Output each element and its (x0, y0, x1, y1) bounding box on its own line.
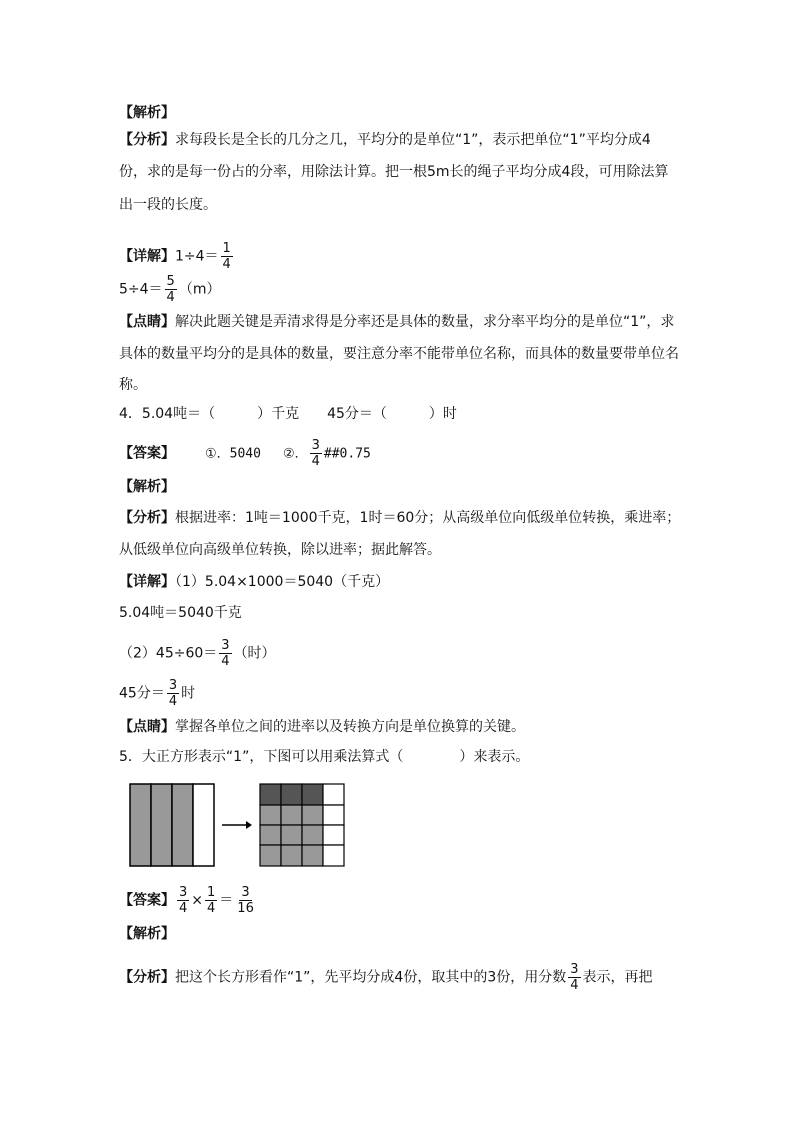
question-5: 5．大正方形表示“1”，下图可以用乘法算式（ ）来表示。 (119, 749, 530, 765)
section-tag: 【详解】 (119, 574, 175, 590)
text: 掌握各单位之间的进率以及转换方向是单位换算的关键。 (175, 719, 525, 735)
fraction (568, 962, 580, 993)
cell-r4c4 (323, 845, 344, 866)
analysis-line-3: 出一段的长度。 (119, 197, 217, 213)
denominator: 16 (237, 901, 254, 916)
denominator: 4 (168, 694, 178, 709)
section-tag: 【点睛】 (119, 719, 175, 735)
fraction-1 (177, 885, 189, 916)
section-tag: 【详解】 (119, 248, 175, 265)
cell-r3c3 (302, 825, 323, 845)
numerator: 3 (241, 885, 250, 900)
cell-r2c1 (260, 805, 281, 825)
expression: 1÷4＝ (175, 248, 219, 265)
denominator: 4 (222, 257, 231, 272)
denominator: 4 (221, 654, 230, 669)
answer-1: ①．5040 (205, 446, 261, 462)
unit: （时） (233, 645, 276, 662)
numerator: 3 (570, 962, 579, 977)
analysis-line-4 (119, 508, 680, 528)
cell-r2c2 (281, 805, 302, 825)
denominator: 4 (311, 454, 320, 469)
fraction (221, 241, 233, 272)
section-tag: 【分析】 (119, 132, 175, 148)
section-tag: 【答案】 (119, 445, 175, 462)
cell-r1c4 (323, 784, 344, 805)
cell-r2c3 (302, 805, 323, 825)
column-blank-4 (193, 784, 214, 866)
question-5-figure (128, 782, 346, 868)
text: 解决此题关键是弄清求得是分率还是具体的数量，求分率平均分的是单位“1”，求 (175, 314, 675, 330)
cell-r1c2 (281, 784, 302, 805)
text: 根据进率：1吨＝1000千克，1时＝60分；从高级单位向低级单位转换，乘进率； (175, 510, 681, 526)
section-tag: 【分析】 (119, 969, 175, 986)
denominator: 4 (570, 978, 579, 993)
numerator: 1 (207, 885, 216, 900)
cell-r4c3 (302, 845, 323, 866)
column-shaded-3 (172, 784, 193, 866)
analysis-line-2: 份，求的是每一份占的分率，用除法计算。把一根5m长的绳子平均分成4段，可用除法算 (119, 164, 669, 180)
fraction (219, 638, 231, 669)
detail-line-2 (119, 274, 220, 305)
cell-r3c2 (281, 825, 302, 845)
unit: （m） (178, 281, 221, 298)
expression: 45分＝ (119, 685, 165, 702)
detail-line-4: 5.04吨＝5040千克 (119, 605, 242, 621)
numerator: 1 (222, 241, 231, 256)
fraction (167, 678, 179, 709)
column-shaded-2 (151, 784, 172, 866)
fraction (165, 274, 177, 305)
analysis-line-1 (119, 130, 651, 150)
answer-line-4 (119, 438, 371, 469)
column-shaded-1 (130, 784, 151, 866)
analysis-heading-1: 【解析】 (119, 105, 175, 121)
comment-line-1 (119, 312, 674, 332)
arrow-icon (222, 821, 252, 829)
denominator: 4 (207, 901, 216, 916)
fraction (310, 438, 322, 469)
comment-line-4 (119, 717, 525, 737)
analysis-heading-2: 【解析】 (119, 479, 175, 495)
times-sign: × (191, 892, 204, 909)
right-grid (260, 784, 344, 866)
text-rest: 表示，再把 (582, 969, 653, 986)
fraction-3 (235, 885, 256, 916)
fraction-2 (205, 885, 217, 916)
denominator: 4 (179, 901, 188, 916)
analysis-line-6 (119, 962, 653, 993)
cell-r2c4 (323, 805, 344, 825)
expression: （2）45÷60＝ (119, 645, 218, 662)
section-tag: 【点睛】 (119, 314, 175, 330)
detail-line-5 (119, 638, 276, 669)
numerator: 3 (168, 678, 178, 693)
numerator: 3 (179, 885, 188, 900)
cell-r4c2 (281, 845, 302, 866)
cell-r3c4 (323, 825, 344, 845)
cell-r4c1 (260, 845, 281, 866)
section-tag: 【答案】 (119, 892, 175, 909)
text: （1）5.04×1000＝5040（千克） (175, 574, 390, 590)
answer-2-label: ②． (282, 446, 308, 462)
left-rectangle (130, 784, 214, 866)
comment-line-3: 称。 (119, 377, 147, 393)
detail-line-1 (119, 241, 235, 272)
cell-r1c3 (302, 784, 323, 805)
answer-2-alt: ##0.75 (323, 446, 371, 462)
numerator: 3 (311, 438, 320, 453)
detail-line-6 (119, 678, 195, 709)
numerator: 3 (221, 638, 230, 653)
text: 把这个长方形看作“1”，先平均分成4份，取其中的3份，用分数 (175, 969, 567, 986)
text: 求每段长是全长的几分之几，平均分的是单位“1”，表示把单位“1”平均分成4 (175, 132, 651, 148)
answer-line-5 (119, 885, 258, 916)
expression: 5÷4＝ (119, 281, 163, 298)
section-tag: 【分析】 (119, 510, 175, 526)
unit: 时 (181, 685, 196, 702)
detail-line-3 (119, 572, 389, 592)
comment-line-2: 具体的数量平均分的是具体的数量，要注意分率不能带单位名称，而具体的数量要带单位名 (119, 346, 679, 362)
equals-sign: ＝ (219, 892, 234, 909)
analysis-line-5: 从低级单位向高级单位转换，除以进率；据此解答。 (119, 542, 441, 558)
denominator: 4 (166, 290, 175, 305)
cell-r1c1 (260, 784, 281, 805)
cell-r3c1 (260, 825, 281, 845)
analysis-heading-3: 【解析】 (119, 926, 175, 942)
question-4: 4．5.04吨＝（ ）千克 45分＝（ ）时 (119, 406, 457, 422)
numerator: 5 (166, 274, 175, 289)
